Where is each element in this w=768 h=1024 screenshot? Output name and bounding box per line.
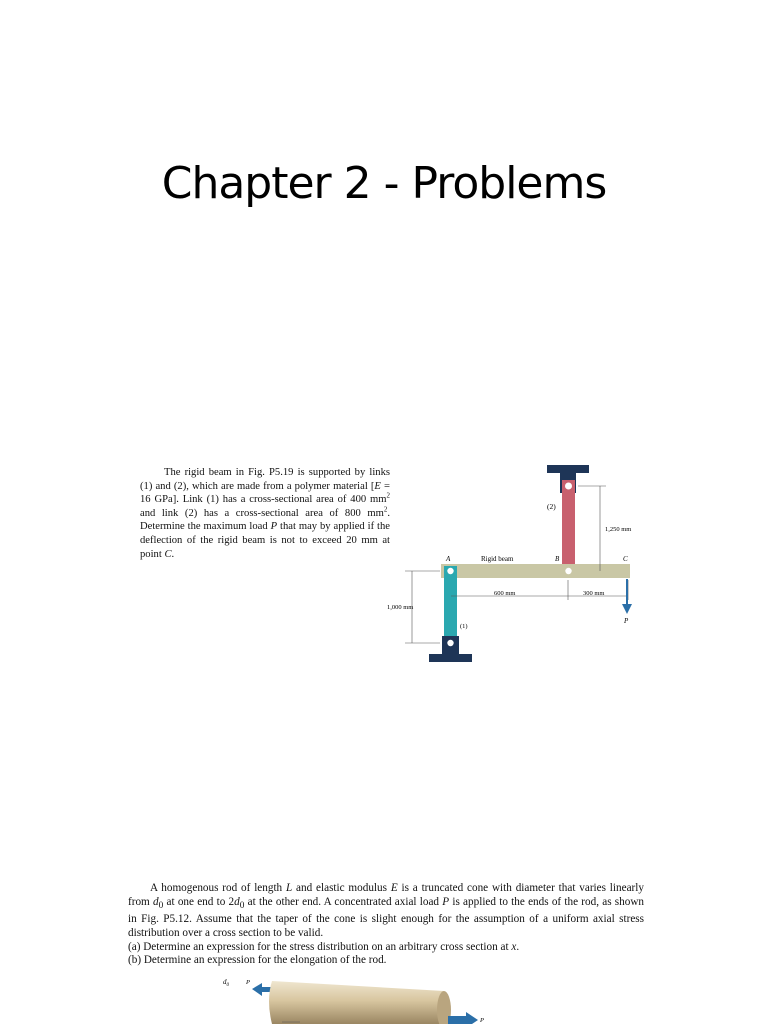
load-arrow-head xyxy=(622,604,632,614)
right-load-arrow xyxy=(448,1012,478,1024)
label-d0: $d_0$ xyxy=(223,978,229,988)
link-2 xyxy=(562,480,575,576)
pin-B xyxy=(565,568,571,574)
dim-1000: 1,000 mm xyxy=(387,604,414,611)
label-P-right: P xyxy=(480,1017,484,1024)
dim-300: 300 mm xyxy=(583,590,605,597)
link-1-bottom-pin xyxy=(447,640,453,646)
cone-end-face xyxy=(437,991,451,1024)
problem-2-part-a: (a) Determine an expression for the stress distribution on an arbitrary cross section at x. xyxy=(128,940,520,953)
problem-2-intro: A homogenous rod of length L and elastic modulus E is a truncated cone with diameter that varies linearly from $d_0$ at one end to $2d_0$ at the other end. A concentrated axial load P is applied to the ends of the rod, as shown in Fig. P5.12. Assume that the taper of the cone is slight enough for the assumption of a uniform axial stress distribution over a cross section to be valid. xyxy=(128,882,645,940)
dim-1250: 1,250 mm xyxy=(605,526,632,533)
problem-2-text xyxy=(128,882,644,968)
label-B: B xyxy=(555,555,560,563)
label-P: P xyxy=(624,617,629,625)
bottom-support-bracket xyxy=(442,636,459,654)
bottom-support-plate xyxy=(429,654,472,662)
dimension-lines xyxy=(405,486,628,643)
rigid-beam xyxy=(441,564,630,578)
problem-2-part-b: (b) Determine an expression for the elongation of the rod. xyxy=(128,954,387,967)
label-A: A xyxy=(446,555,451,563)
pin-A xyxy=(447,568,453,574)
problem-1-paragraph: The rigid beam in Fig. P5.19 is supported by links (1) and (2), which are made from a polymer material [E = 16 GPa]. Link (1) has a cross-sectional area of 400 $mm^2$ and link (2) has a cross-sectional area of 800 $mm^2$. Determine the maximum load P that may by applied if the deflection of the rigid beam is not to exceed 20 mm at point C. xyxy=(140,467,390,560)
label-P-left: P xyxy=(246,979,250,986)
dim-600: 600 mm xyxy=(494,590,516,597)
label-C: C xyxy=(623,555,628,563)
link-1 xyxy=(444,566,457,650)
truncated-cone xyxy=(269,981,449,1024)
label-link-2: (2) xyxy=(547,502,556,511)
top-support-bracket xyxy=(560,473,576,493)
left-load-arrow xyxy=(252,983,274,996)
problem-1-text xyxy=(140,466,390,561)
top-support-plate xyxy=(547,465,589,473)
label-beam: Rigid beam xyxy=(481,555,514,563)
label-link-1: (1) xyxy=(460,623,468,630)
link-2-top-pin xyxy=(565,483,572,490)
slide-title: Chapter 2 - Problems xyxy=(161,158,607,209)
